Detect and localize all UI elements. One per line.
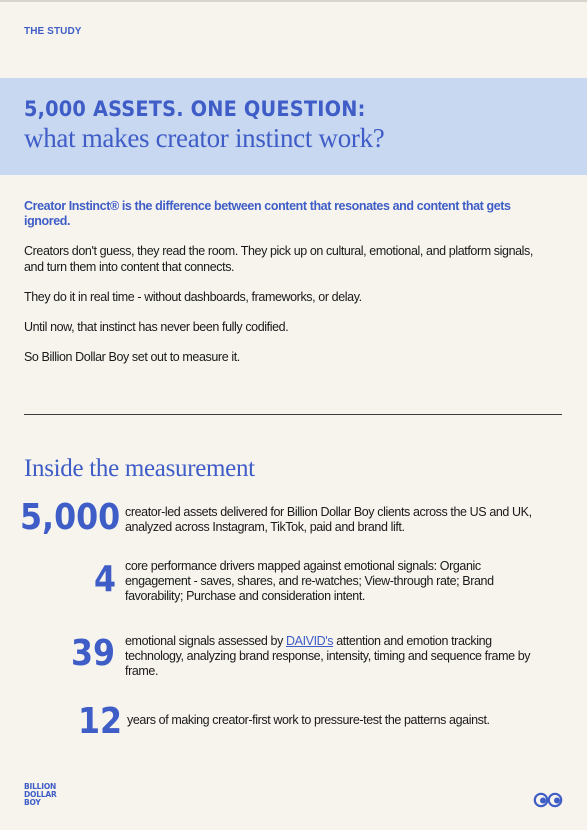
eyes-icon — [533, 792, 563, 808]
stat-number: 5,000 — [20, 497, 121, 538]
section-divider — [24, 414, 562, 415]
hero-headline: 5,000 ASSETS. ONE QUESTION: — [24, 97, 366, 121]
daivid-link[interactable]: DAIVID's — [286, 634, 334, 648]
stat-description — [125, 634, 545, 679]
stat-description: years of making creator-first work to pressure-test the patterns against. — [127, 713, 490, 727]
intro-paragraph: Until now, that instinct has never been fully codified. — [24, 320, 289, 334]
section-eyebrow: THE STUDY — [24, 26, 82, 37]
top-rule — [0, 0, 587, 2]
stat-description: core performance drivers mapped against emotional signals: Organic engagement - saves, shares, and re-watches; View-through rate; Brand favorability; Purchase and consideration intent. — [125, 559, 494, 603]
stat-number: 39 — [71, 633, 116, 674]
hero-banner — [0, 78, 587, 175]
stat-text-before: emotional signals assessed by — [125, 634, 287, 648]
stat-text-after: attention and emotion tracking technology, analyzing brand response, intensity, timing and sequence frame by frame. — [125, 634, 531, 678]
stat-description: creator-led assets delivered for Billion Dollar Boy clients across the US and UK, analyzed across Instagram, TikTok, paid and brand lift. — [125, 505, 532, 534]
intro-paragraph: So Billion Dollar Boy set out to measure it. — [24, 350, 240, 364]
hero-subheadline: what makes creator instinct work? — [24, 123, 385, 153]
intro-lead: Creator Instinct® is the difference between content that resonates and content that gets ignored. — [24, 199, 511, 228]
stat-number: 12 — [78, 701, 123, 742]
intro-paragraph: Creators don't guess, they read the room. They pick up on cultural, emotional, and platform signals, and turn them into content that connects. — [24, 244, 533, 274]
measurement-title: Inside the measurement — [24, 455, 255, 482]
stat-number: 4 — [94, 559, 117, 600]
billion-dollar-boy-logo: BILLION DOLLAR BOY — [24, 782, 57, 807]
intro-paragraph: They do it in real time - without dashboards, frameworks, or delay. — [24, 290, 362, 304]
